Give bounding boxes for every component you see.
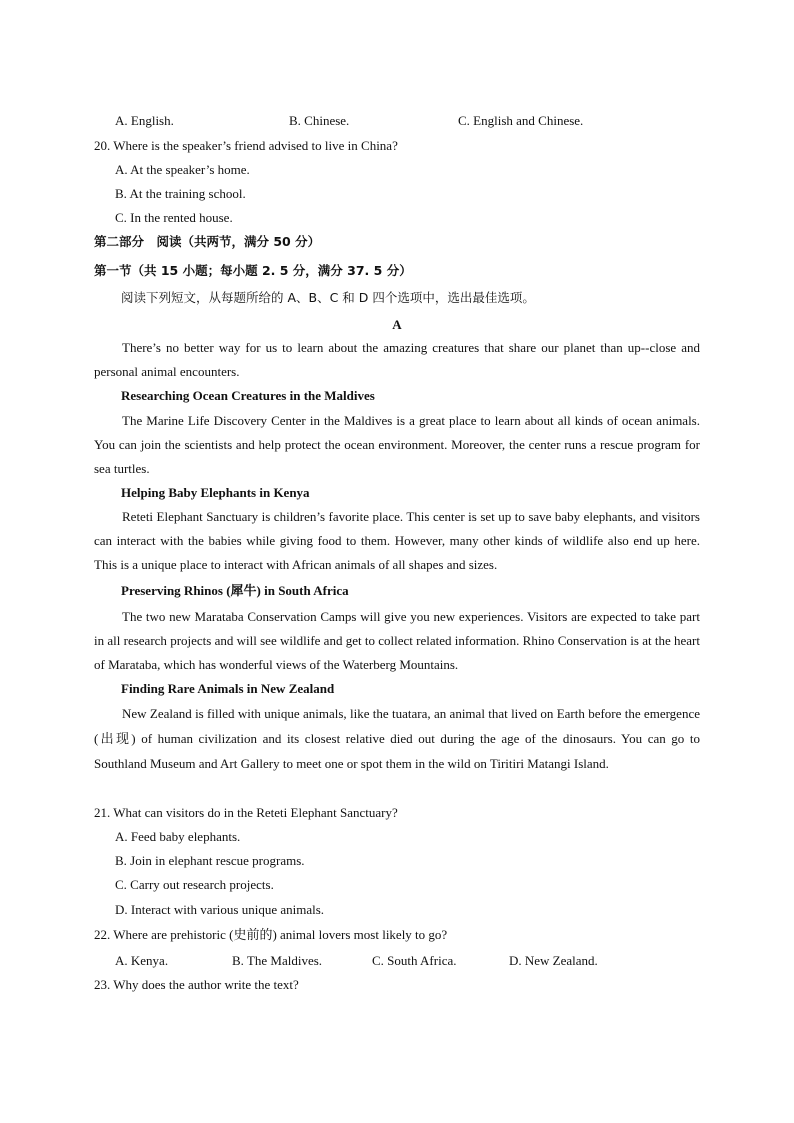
section-heading-new-zealand: Finding Rare Animals in New Zealand <box>121 681 335 696</box>
q20-option-c: C. In the rented house. <box>115 210 233 225</box>
q23-question: 23. Why does the author write the text? <box>94 977 299 992</box>
section-heading-kenya: Helping Baby Elephants in Kenya <box>121 485 310 500</box>
q19-option-c: C. English and Chinese. <box>458 113 584 128</box>
section1-heading: 第一节（共 15 小题；每小题 2. 5 分，满分 37. 5 分） <box>94 263 412 278</box>
passage-intro <box>94 336 700 384</box>
q22-option-c: C. South Africa. <box>372 953 457 968</box>
part2-heading: 第二部分 阅读（共两节，满分 50 分） <box>94 234 321 249</box>
q21-option-a: A. Feed baby elephants. <box>115 829 241 844</box>
section-body-south-africa <box>94 605 700 677</box>
q22-option-a: A. Kenya. <box>115 953 169 968</box>
section-body-maldives <box>94 409 700 481</box>
section-text: Reteti Elephant Sanctuary is children’s favorite place. This center is set up to save baby elephants, and visitors can interact with the babies while giving food to them. However, many other kinds of wildlife also end up here. This is a unique place to interact with African animals of all shapes and sizes. <box>94 509 700 572</box>
q21-option-d: D. Interact with various unique animals. <box>115 902 325 917</box>
q19-option-a: A. English. <box>115 113 174 128</box>
section-body-kenya <box>94 505 700 577</box>
q20-question: 20. Where is the speaker’s friend advised to live in China? <box>94 138 398 153</box>
section-body-new-zealand <box>94 701 700 776</box>
q22-option-d: D. New Zealand. <box>509 953 598 968</box>
section-heading-maldives: Researching Ocean Creatures in the Maldives <box>121 388 375 403</box>
section-heading-south-africa: Preserving Rhinos (犀牛) in South Africa <box>121 583 349 598</box>
q22-option-b: B. The Maldives. <box>232 953 323 968</box>
q21-option-b: B. Join in elephant rescue programs. <box>115 853 305 868</box>
section-text: The two new Marataba Conservation Camps will give you new experiences. Visitors are expected to take part in all research projects and will see wildlife and get to collect related information. Rhino Conservation is at the heart of Marataba, which has wonderful views of the Waterberg Mountains. <box>94 609 700 672</box>
intro-text: There’s no better way for us to learn about the amazing creatures that share our planet than up--close and personal animal encounters. <box>94 340 700 379</box>
q21-option-c: C. Carry out research projects. <box>115 877 274 892</box>
q20-option-a: A. At the speaker’s home. <box>115 162 250 177</box>
instructions: 阅读下列短文，从每题所给的 A、B、C 和 D 四个选项中，选出最佳选项。 <box>121 290 535 305</box>
q20-option-b: B. At the training school. <box>115 186 246 201</box>
q21-question: 21. What can visitors do in the Reteti Elephant Sanctuary? <box>94 805 398 820</box>
passage-label: A <box>392 317 402 332</box>
q19-option-b: B. Chinese. <box>289 113 350 128</box>
section-text: New Zealand is filled with unique animals, like the tuatara, an animal that lived on Earth before the emergence (出现) of human civilization and its closest relative died out during the age of the dinosaurs. You can go to Southland Museum and Art Gallery to meet one or spot them in the wild on Tiritiri Matangi Island. <box>94 706 700 771</box>
section-text: The Marine Life Discovery Center in the Maldives is a great place to learn about all kinds of ocean animals. You can join the scientists and help protect the ocean environment. Moreover, the center runs a rescue program for sea turtles. <box>94 413 700 476</box>
q22-question: 22. Where are prehistoric (史前的) animal lovers most likely to go? <box>94 927 448 942</box>
